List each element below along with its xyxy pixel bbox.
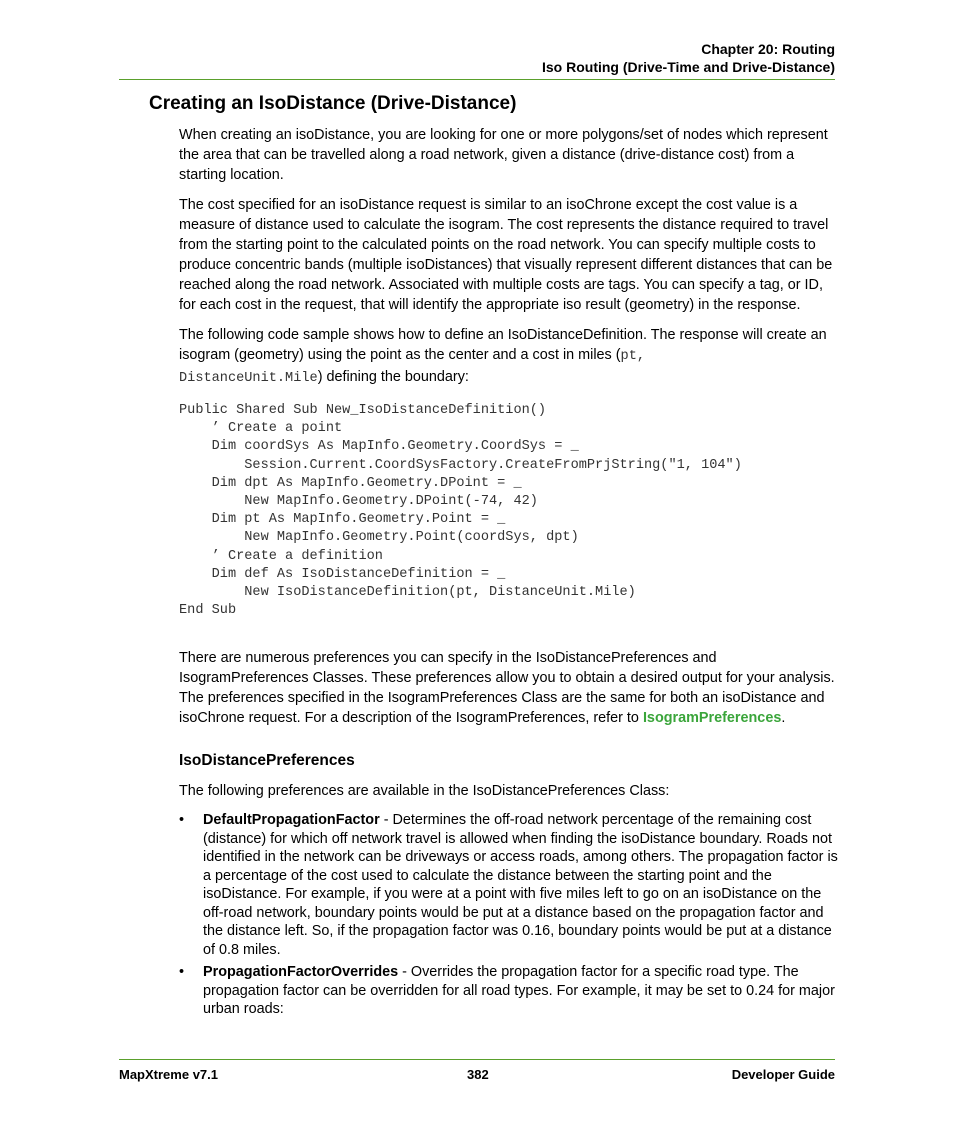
list-item bbox=[179, 811, 839, 959]
main-content bbox=[179, 125, 839, 1023]
preferences-text: There are numerous preferences you can specify in the IsoDistancePreferences and IsogramPreferences Classes. These preferences allow you to obtain a desired output for your analysis. The preferences specified in the IsogramPreferences Class are the same for both an isoDistance and isoChrone request. For a description of the IsogramPreferences, refer to bbox=[179, 650, 835, 727]
list-item bbox=[179, 963, 839, 1019]
intro-paragraph: When creating an isoDistance, you are looking for one or more polygons/set of nodes which represent the area that can be travelled along a road network, given a distance (drive-distance cost) from a starting location. bbox=[179, 127, 828, 183]
bullet-text: - Determines the off-road network percentage of the remaining cost (distance) for which off network travel is allowed when finding the isoDistance boundary. Roads not identified in the network can be driveways or access roads, among others. The propagation factor is a percentage of the cost used to calculate the distance between the starting point and the isoDistance. For example, if you were at a point with five miles left to go on an isoDistance on the off-road network, boundary points would be put at a distance based on the propagation factor and the distance left. So, if the propagation factor was 0.16, boundary points would be put at a distance of 0.8 miles. bbox=[203, 812, 838, 958]
preferences-end: . bbox=[781, 710, 786, 727]
preferences-list bbox=[179, 811, 839, 1019]
footer-guide: Developer Guide bbox=[731, 1067, 835, 1082]
bullet-text: - Overrides the propagation factor for a specific road type. The propagation factor can be overridden for all road types. For example, it may be set to 0.24 for major urban roads: bbox=[203, 964, 835, 1018]
bullet-glyph: • bbox=[179, 812, 185, 829]
code-sample: Public Shared Sub New_IsoDistanceDefinition() ’ Create a point Dim coordSys As MapInfo.Geometry.CoordSys = _ Session.Current.CoordSysFactory.CreateFromPrjString("1, 104") Dim dpt As MapInfo.Geometry.DPoint = _ New MapInfo.Geometry.DPoint(-74, 42) Dim pt As MapInfo.Geometry.Point = _ New MapInfo.Geometry.Point(coordSys, dpt) ’ Create a definition Dim def As IsoDistanceDefinition = _ New IsoDistanceDefinition(pt, DistanceUnit.Mile) End Sub bbox=[179, 403, 742, 619]
bullet-term: PropagationFactorOverrides bbox=[203, 964, 399, 981]
code-intro-paragraph bbox=[179, 325, 839, 389]
header-rule bbox=[119, 79, 835, 80]
code-intro-text: The following code sample shows how to define an IsoDistanceDefinition. The response will create an isogram (geometry) using the point as the center and a cost in miles ( bbox=[179, 327, 827, 363]
code-intro-end: ) defining the boundary: bbox=[317, 369, 469, 385]
page-number: 382 bbox=[467, 1067, 489, 1082]
inline-code-pt: pt, bbox=[620, 349, 646, 364]
header-section: Iso Routing (Drive-Time and Drive-Distance) bbox=[541, 59, 835, 75]
running-header bbox=[542, 40, 835, 76]
section-title: Creating an IsoDistance (Drive-Distance) bbox=[149, 93, 517, 114]
inline-code-distanceunit: DistanceUnit.Mile bbox=[179, 371, 318, 386]
isogram-preferences-link[interactable]: IsogramPreferences bbox=[642, 710, 782, 727]
bullet-glyph: • bbox=[179, 964, 185, 981]
header-chapter: Chapter 20: Routing bbox=[701, 41, 835, 57]
bullet-term: DefaultPropagationFactor bbox=[203, 812, 380, 829]
subheading: IsoDistancePreferences bbox=[179, 752, 355, 770]
preferences-paragraph bbox=[179, 648, 839, 728]
available-preferences-paragraph: The following preferences are available in the IsoDistancePreferences Class: bbox=[179, 783, 670, 800]
footer-product: MapXtreme v7.1 bbox=[119, 1067, 218, 1082]
footer-rule bbox=[119, 1059, 835, 1060]
cost-paragraph: The cost specified for an isoDistance request is similar to an isoChrone except the cost value is a measure of distance used to calculate the isogram. The cost represents the distance required to travel from the starting point to the calculated points on the road network. You can specify multiple costs to produce concentric bands (multiple isoDistances) that visually represent different distances that can be reached along the road network. Associated with multiple costs are tags. You can specify a tag, or ID, for each cost in the request, that will identify the appropriate iso result (geometry) in the response. bbox=[179, 197, 833, 313]
